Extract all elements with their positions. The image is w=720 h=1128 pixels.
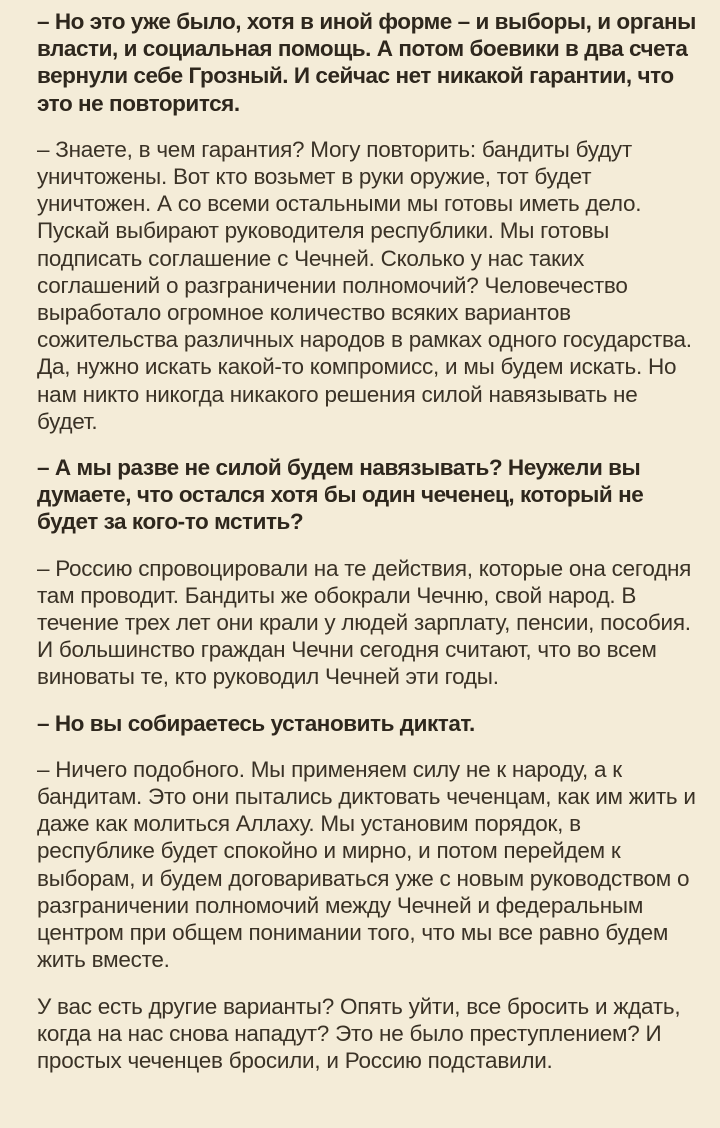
answer-paragraph: У вас есть другие варианты? Опять уйти, все бросить и ждать, когда на нас снова нападут? Это не было преступлением? И простых чеченцев бросили, и Россию подставили. [37,993,681,1073]
answer-paragraph: – Ничего подобного. Мы применяем силу не к народу, а к бандитам. Это они пытались диктовать чеченцам, как им жить и даже как молиться Аллаху. Мы установим порядок, в республике будет спокойно и мирно, и потом перейдем к выборам, и будем договариваться уже с новым руководством о разграничении полномочий между Чечней и федеральным центром при общем понимании того, что мы все равно будем жить вместе. [37,756,696,973]
answer-paragraph: – Россию спровоцировали на те действия, которые она сегодня там проводит. Бандиты же обокрали Чечню, свой народ. В течение трех лет они крали у людей зарплату, пенсии, пособия. И большинство граждан Чечни сегодня считают, что во всем виноваты те, кто руководил Чечней эти годы. [37,555,692,690]
question-paragraph: – Но это уже было, хотя в иной форме – и выборы, и органы власти, и социальная помощь. А потом боевики в два счета вернули себе Грозный. И сейчас нет никакой гарантии, что это не повторится. [37,9,696,116]
question-paragraph: – А мы разве не силой будем навязывать? Неужели вы думаете, что остался хотя бы один чеченец, который не будет за кого-то мстить? [37,455,644,535]
answer-paragraph: – Знаете, в чем гарантия? Могу повторить: бандиты будут уничтожены. Вот кто возьмет в руки оружие, тот будет уничтожен. А со всеми остальными мы готовы иметь дело. Пускай выбирают руководителя республики. Мы готовы подписать соглашение с Чечней. Сколько у нас таких соглашений о разграничении полномочий? Человечество выработало огромное количество всяких вариантов сожительства различных народов в рамках одного государства. Да, нужно искать какой-то компромисс, и мы будем искать. Но нам никто никогда никакого решения силой навязывать не будет. [37,136,692,434]
question-paragraph: – Но вы собираетесь установить диктат. [37,710,475,736]
